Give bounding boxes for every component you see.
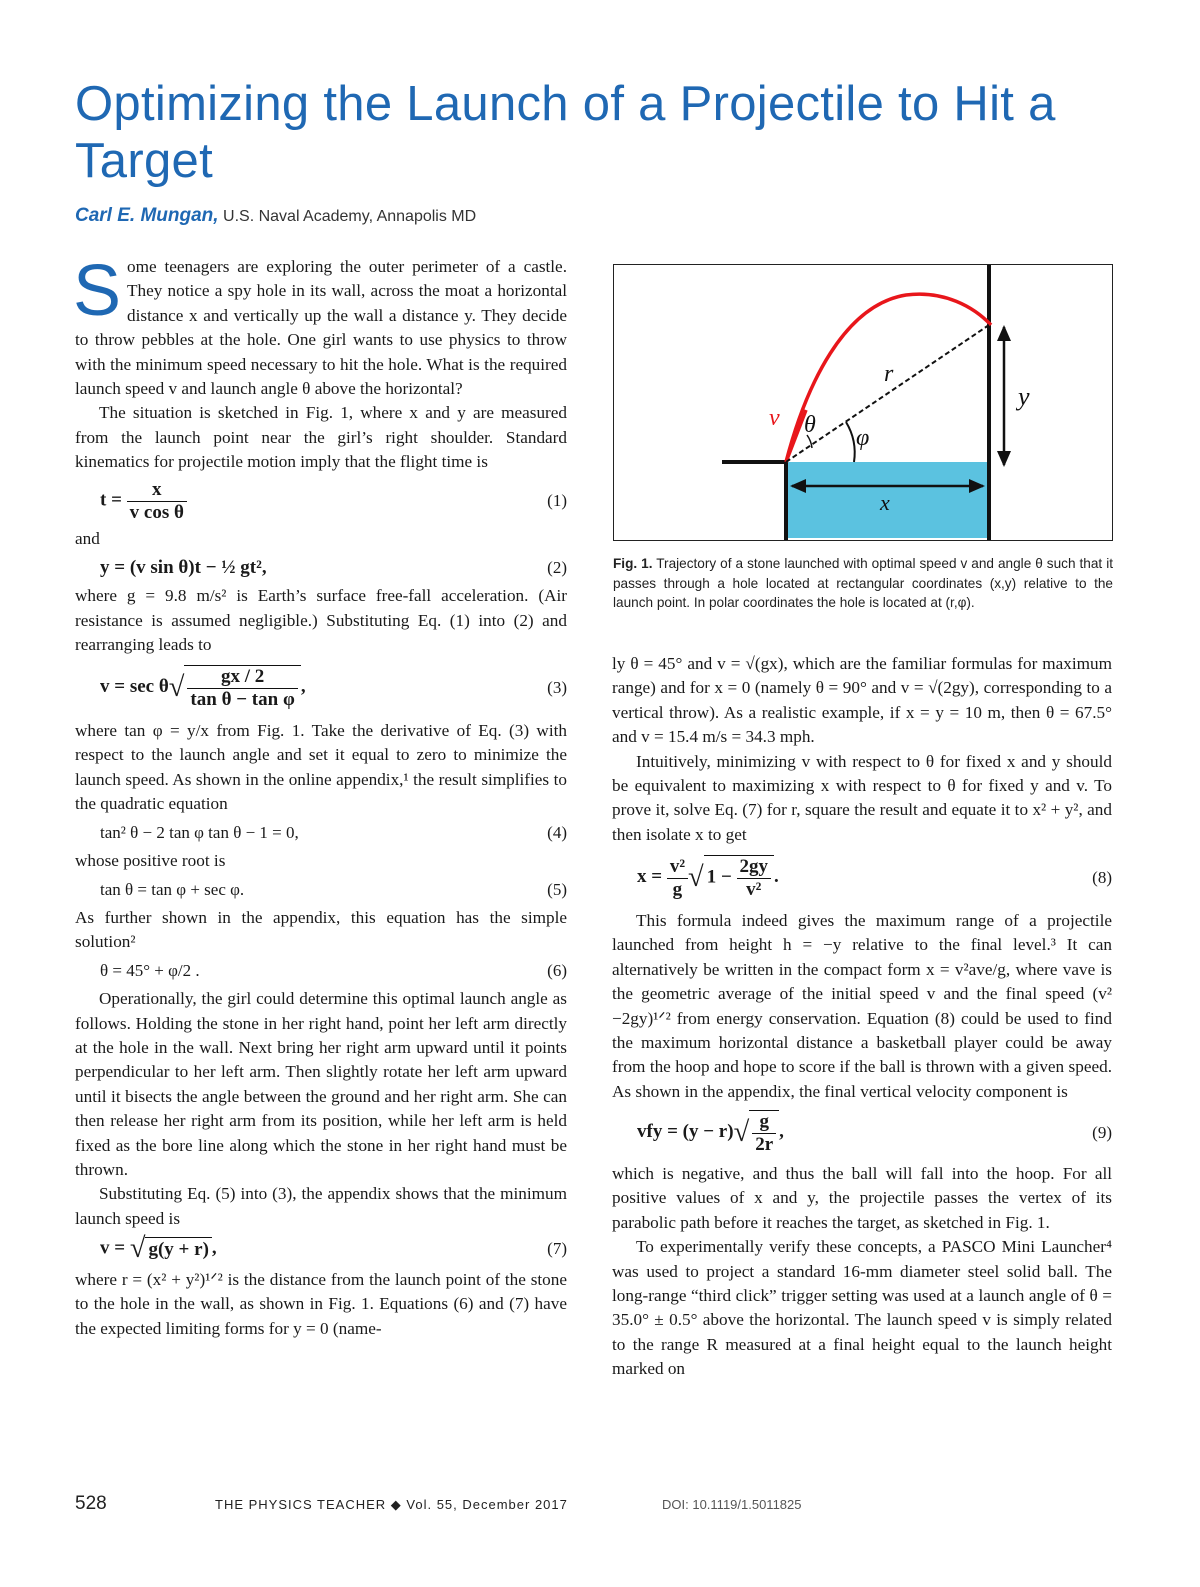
byline [75,205,476,227]
paragraph: where g = 9.8 m/s² is Earth’s surface free-fall acceleration. (Air resistance is assumed negligible.) Substituting Eq. (1) into (2) and rearranging leads to [75,586,567,654]
drop-cap: S [73,251,122,331]
figure-1 [613,264,1113,541]
paragraph: To experimentally verify these concepts, a PASCO Mini Launcher⁴ was used to project a standard 16-mm diameter steel solid ball. The long-range “third click” trigger setting was used at a launch angle of θ = 35.0° ± 0.5° above the horizontal. The launch speed v is simply related to the range R measured at a final height equal to the launch height marked on [612,1237,1112,1379]
label-theta: θ [804,412,816,438]
intro-paragraph: Some teenagers are exploring the outer perimeter of a castle. They notice a spy hole in its wall, across the moat a horizontal distance x and vertically up the wall a distance y. They decide to throw pebbles at the hole. One girl wants to use physics to throw with the minimum speed necessary to hit the hole. What is the required launch speed v and launch angle θ above the horizontal? [73,251,567,399]
y-arrow-head-top [997,325,1011,341]
paragraph: The situation is sketched in Fig. 1, where x and y are measured from the launch point near the girl’s right shoulder. Standard kinematics for projectile motion imply that the flight time is [75,403,567,472]
paragraph: Substituting Eq. (5) into (3), the appendix shows that the minimum launch speed is [75,1184,567,1228]
paragraph: whose positive root is [75,851,226,871]
label-v: v [769,405,780,431]
label-r: r [884,361,894,387]
article-title: Optimizing the Launch of a Projectile to Hit a Target [75,77,1056,188]
equation-8: x = $\frac{\text{v²}}{g}$ √ 1 − $\frac{2gy}{\text{v²}}$ . (8) [637,855,1112,901]
equation-5: tan θ = tan φ + sec φ. (5) [100,879,567,899]
doi: DOI: 10.1119/1.5011825 [662,1497,802,1512]
equation-9: vfy = (y − r) √ $\frac{g}{2r}$ , (9) [637,1111,1112,1156]
y-arrow-head-bottom [997,451,1011,467]
figure-diagram [614,265,1112,540]
page-number: 528 [75,1493,107,1514]
paragraph: Intuitively, minimizing v with respect to θ for fixed x and y should be equivalent to maximizing x with respect to θ for fixed y and v. To prove it, solve Eq. (7) for r, square the result and equate it to x² + y², and then isolate x to get [612,751,1112,844]
author-name: Carl E. Mungan, [75,205,219,226]
r-line [786,325,989,462]
paragraph: where r = (x² + y²)¹ᐟ² is the distance from the launch point of the stone to the hole in the wall, as shown in Fig. 1. Equations (6) and (7) have the expected limiting forms for y = 0 (name- [75,1269,567,1338]
label-phi: φ [856,425,870,451]
affiliation: U.S. Naval Academy, Annapolis MD [218,208,477,225]
paragraph: which is negative, and thus the ball will fall into the hoop. For all positive values of x and y, the projectile passes the vertex of its parabolic path before it reaches the target, as sketched in Fig. 1. [612,1163,1112,1232]
equation-4: tan² θ − 2 tan φ tan θ − 1 = 0, (4) [100,822,567,842]
paragraph: where tan φ = y/x from Fig. 1. Take the derivative of Eq. (3) with respect to the launch angle and set it equal to zero to minimize the launch speed. As shown in the online appendix,¹ the result simplifies to the quadratic equation [75,721,567,814]
figure-caption: Fig. 1. Trajectory of a stone launched with optimal speed v and angle θ such that it passes through a hole located at rectangular coordinates (x,y) relative to the launch point. In polar coordinates the hole is located at (r,φ). [613,556,1113,611]
paragraph: and [75,529,100,549]
equation-6: θ = 45° + φ/2 . (6) [100,960,567,980]
equation-1: t = $\frac{x}{\text{v cos θ}}$ (1) [100,478,567,523]
paragraph: ly θ = 45° and v = √(gx), which are the familiar formulas for maximum range) and for x = 0 (namely θ = 90° and v = √(2gy), corresponding to a vertical throw). As a realistic example, if x = y = 10 m, then θ = 67.5° and v = 15.4 m/s = 34.3 mph. [612,654,1112,747]
label-y: y [1018,382,1030,411]
paragraph: Operationally, the girl could determine this optimal launch angle as follows. Holding the stone in her right hand, point her left arm directly at the hole in the wall. Next bring her right arm upward until it points perpendicular to her left arm. Then slightly rotate her left arm upward until it bisects the angle between the ground and her right arm. She can then release her right arm from its position, while her left arm is held fixed as the bore line along which the stone in her right hand must be thrown. [75,989,567,1179]
right-column [612,652,1112,1382]
equation-7: v = √ g(y + r) , (7) [100,1233,567,1265]
left-column [73,251,567,1341]
phi-arc [846,422,855,462]
equation-3: v = sec θ √ $\frac{gx / 2}{\text{tan θ − tan φ}}$ , (3) [100,666,567,711]
journal-citation: THE PHYSICS TEACHER ◆ Vol. 55, December 2017 [215,1497,568,1512]
equation-2: y = (v sin θ)t − ½ gt², (2) [100,556,567,578]
label-x: x [880,490,890,515]
paragraph: As further shown in the appendix, this equation has the simple solution² [75,907,567,952]
paragraph: This formula indeed gives the maximum range of a projectile launched from height h = −y relative to the final level.³ It can alternatively be written in the compact form x = v²ave/g, where vave is the geometric average of the initial speed v and the final speed (v² −2gy)¹ᐟ² from energy conservation. Equation (8) could be used to find the maximum horizontal distance a basketball player could be away from the hoop and hope to score if the ball is thrown with a given speed. As shown in the appendix, the final vertical velocity component is [612,910,1112,1101]
